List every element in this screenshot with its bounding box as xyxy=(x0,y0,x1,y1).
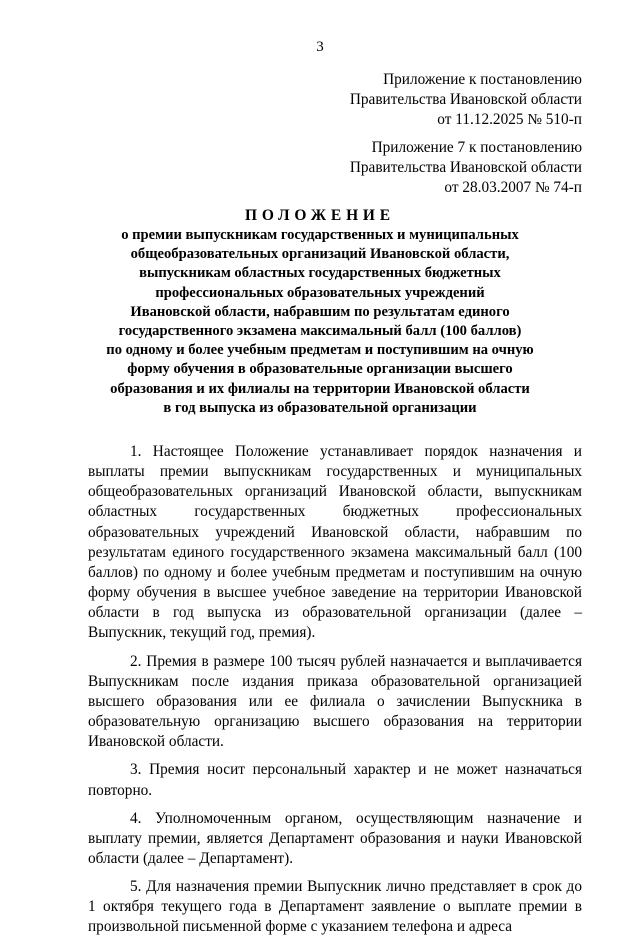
appendix-current-block xyxy=(350,70,582,130)
appendix-original-line-1: Приложение 7 к постановлению xyxy=(371,139,582,156)
appendix-original-line-2: Правительства Ивановской области xyxy=(349,159,582,176)
heading-subtitle-line: о премии выпускникам государственных и муниципальных xyxy=(121,227,519,243)
heading-subtitle-line: выпускникам областных государственных бюджетных xyxy=(139,265,501,282)
appendix-original-line-3: от 28.03.2007 № 74-п xyxy=(444,179,582,196)
heading-subtitle-line: образования и их филиалы на территории Ивановской области xyxy=(110,380,530,397)
appendix-original-block xyxy=(350,138,582,198)
appendix-current-line-1: Приложение к постановлению xyxy=(383,71,582,88)
heading-subtitle-line: государственного экзамена максимальный балл (100 баллов) xyxy=(118,323,522,340)
appendix-current-line-3: от 11.12.2025 № 510-п xyxy=(437,111,582,128)
heading-subtitle-line: в год выпуска из образовательной организации xyxy=(163,399,477,416)
page-number: 3 xyxy=(316,39,324,55)
paragraph-2: 2. Премия в размере 100 тысяч рублей назначается и выплачивается Выпускникам после издания приказа образовательной организацией высшего образования или ее филиала о зачислении Выпускника в образовательную организацию высшего образования на территории Ивановской области. xyxy=(88,652,582,751)
heading-subtitle-line: общеобразовательных организаций Ивановской области, xyxy=(130,246,510,263)
heading-subtitle-line: форму обучения в образовательные организации высшего xyxy=(127,361,513,378)
paragraph-3: 3. Премия носит персональный характер и не может назначаться повторно. xyxy=(88,761,582,799)
document-heading xyxy=(60,206,580,418)
paragraph-1: 1. Настоящее Положение устанавливает порядок назначения и выплаты премии выпускникам государственных и муниципальных общеобразовательных организаций Ивановской области, выпускникам областных государственных бюджетных профессиональных образовательных учреждений Ивановской области, набравшим по результатам единого государственного экзамена максимальный балл (100 баллов) по одному и более учебным предметам и поступившим на очную форму обучения в высшее учебное заведение на территории Ивановской области в год выпуска из образовательной организации (далее – Выпускник, текущий год, премия). xyxy=(88,443,582,642)
paragraph-5: 5. Для назначения премии Выпускник лично представляет в срок до 1 октября текущего года в Департамент заявление о выплате премии в произвольной письменной форме с указанием телефона и адреса xyxy=(88,878,582,936)
heading-subtitle-line: по одному и более учебным предметам и поступившим на очную xyxy=(106,342,534,359)
appendix-current-line-2: Правительства Ивановской области xyxy=(349,91,582,108)
heading-subtitle-line: профессиональных образовательных учреждений xyxy=(155,284,485,301)
heading-subtitle-line: Ивановской области, набравшим по результатам единого xyxy=(130,303,510,320)
heading-subtitle xyxy=(60,226,580,418)
document-body xyxy=(88,442,582,938)
paragraph-4: 4. Уполномоченным органом, осуществляющим назначение и выплату премии, является Департамент образования и науки Ивановской области (далее – Департамент). xyxy=(88,809,582,867)
heading-title: ПОЛОЖЕНИЕ xyxy=(245,207,395,224)
